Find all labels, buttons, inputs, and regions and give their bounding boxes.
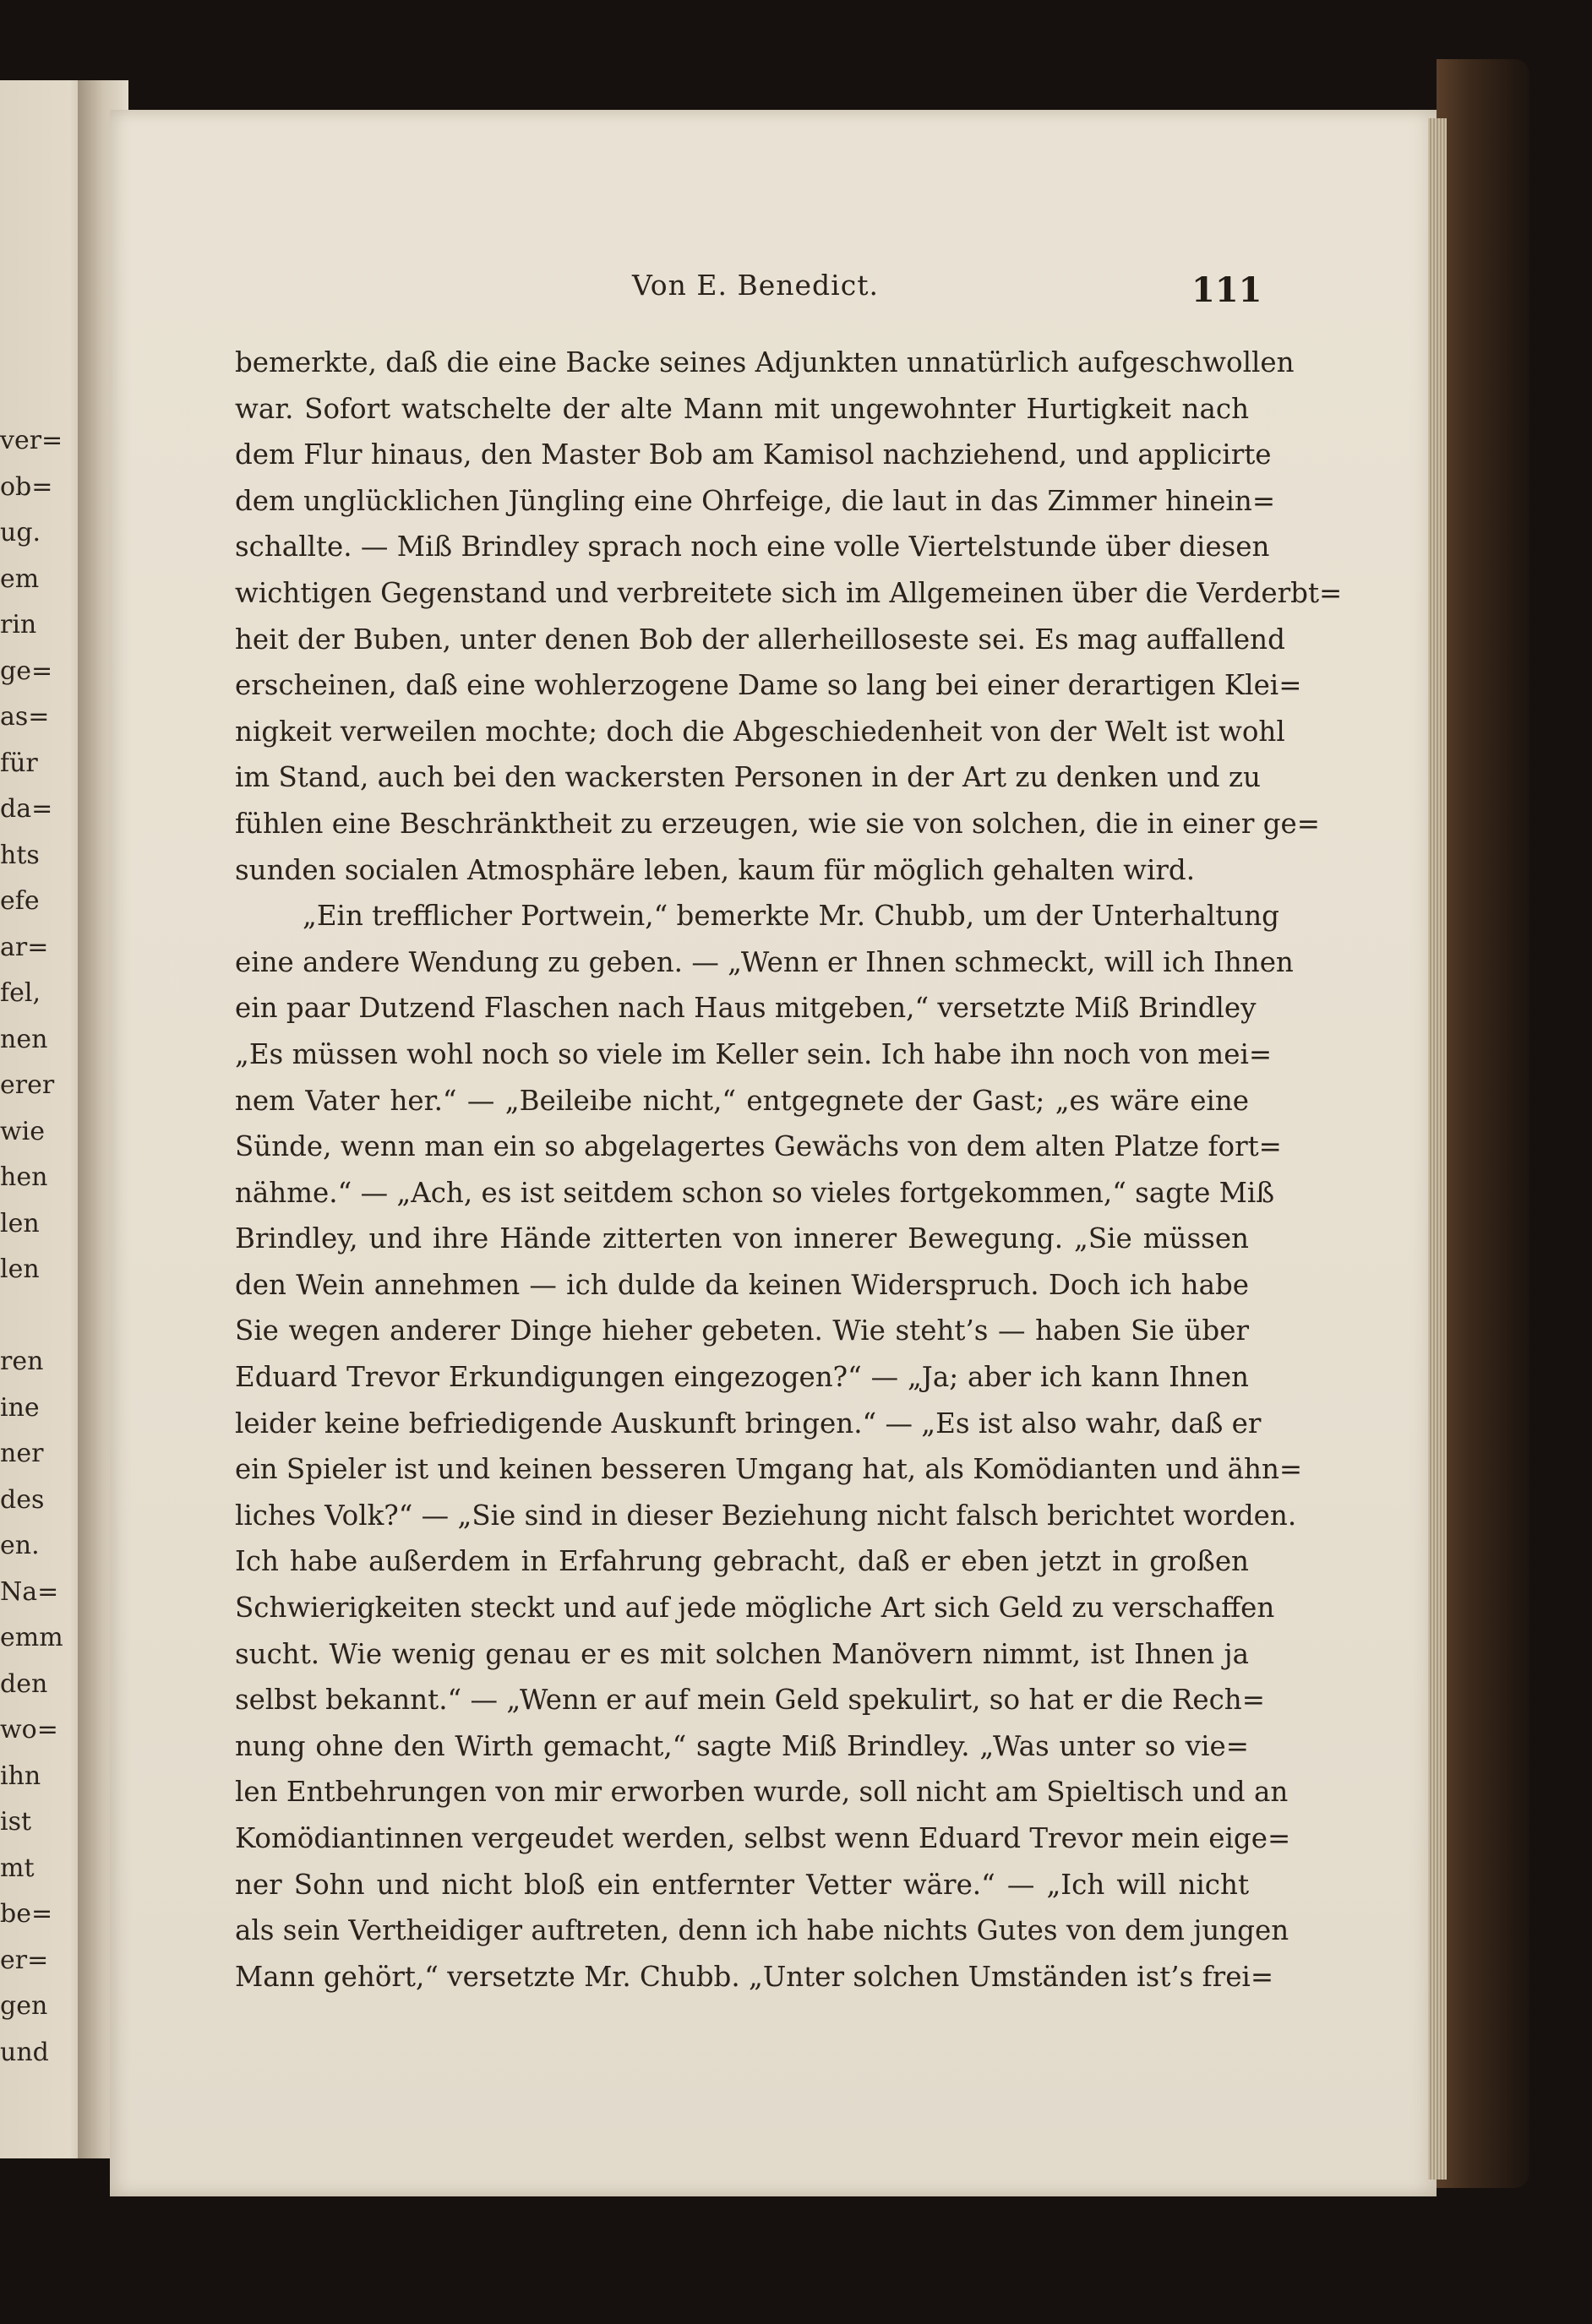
left-page-fragment: emm	[0, 1623, 63, 1652]
left-page-fragment: nen	[0, 1024, 48, 1054]
left-page-fragment: be=	[0, 1899, 53, 1929]
text-line: im Stand, auch bei den wackersten Personen in der Art zu denken und zu	[235, 761, 1261, 794]
left-page-fragment: en.	[0, 1531, 40, 1560]
text-line: ein paar Dutzend Flaschen nach Haus mitgeben,“ versetzte Miß Brindley	[235, 992, 1257, 1025]
left-page-fragment: da=	[0, 794, 53, 824]
left-page-fragment: ine	[0, 1392, 40, 1423]
text-line: dem Flur hinaus, den Master Bob am Kamisol nachziehend, und applicirte	[235, 438, 1272, 471]
text-line: nem Vater her.“ — „Beileibe nicht,“ entgegnete der Gast; „es wäre eine	[235, 1084, 1249, 1117]
text-line: bemerkte, daß die eine Backe seines Adjunkten unnatürlich aufgeschwollen	[235, 346, 1295, 378]
text-line: Komödiantinnen vergeudet werden, selbst wenn Eduard Trevor mein eige=	[235, 1822, 1291, 1854]
text-line: erscheinen, daß eine wohlerzogene Dame so lang bei einer derartigen Klei=	[235, 669, 1302, 702]
left-page-fragment: ner	[0, 1439, 44, 1468]
running-head: Von E. Benedict.	[632, 269, 879, 302]
left-page-fragment: rin	[0, 610, 37, 640]
text-line: selbst bekannt.“ — „Wenn er auf mein Geld spekulirt, so hat er die Rech=	[235, 1684, 1265, 1717]
body-text	[235, 340, 1343, 2000]
left-page-fragment: ge=	[0, 656, 53, 686]
text-line: eine andere Wendung zu geben. — „Wenn er Ihnen schmeckt, will ich Ihnen	[235, 945, 1294, 978]
left-page-fragment: gen	[0, 1991, 48, 2021]
text-line: den Wein annehmen — ich dulde da keinen Widerspruch. Doch ich habe	[235, 1268, 1249, 1301]
left-page-fragment: für	[0, 748, 38, 778]
text-line: nigkeit verweilen mochte; doch die Abgeschiedenheit von der Welt ist wohl	[235, 715, 1285, 748]
left-page-fragment: hen	[0, 1162, 48, 1192]
left-page-fragment: des	[0, 1484, 45, 1515]
left-page-fragment: erer	[0, 1070, 55, 1100]
book-cover-edge	[1437, 59, 1529, 2188]
text-line: „Es müssen wohl noch so viele im Keller sein. Ich habe ihn noch von mei=	[235, 1037, 1273, 1070]
text-line: Mann gehört,“ versetzte Mr. Chubb. „Unter solchen Umständen ist’s frei=	[235, 1960, 1274, 1993]
page-edges	[1428, 118, 1447, 2180]
text-line: len Entbehrungen von mir erworben wurde, soll nicht am Spieltisch und an	[235, 1776, 1289, 1809]
left-page-fragment: efe	[0, 886, 40, 916]
left-page-fragment: em	[0, 563, 40, 594]
text-line: wichtigen Gegenstand und verbreitete sich im Allgemeinen über die Verderbt=	[235, 576, 1343, 609]
left-page-fragment: ar=	[0, 932, 49, 962]
left-page-fragment: wo=	[0, 1715, 58, 1744]
text-line: Sie wegen anderer Dinge hieher gebeten. Wie steht’s — haben Sie über	[235, 1314, 1249, 1347]
left-page-fragment: ug.	[0, 518, 41, 547]
text-line: war. Sofort watschelte der alte Mann mit ungewohnter Hurtigkeit nach	[235, 392, 1249, 425]
left-page-fragment: fel,	[0, 978, 41, 1008]
text-line: ner Sohn und nicht bloß ein entfernter Vetter wäre.“ — „Ich will nicht	[235, 1868, 1249, 1901]
text-line: Schwierigkeiten steckt und auf jede mögliche Art sich Geld zu verschaffen	[235, 1592, 1275, 1625]
left-page-fragment: len	[0, 1208, 40, 1238]
left-page-fragment: mt	[0, 1853, 35, 1883]
text-line: nung ohne den Wirth gemacht,“ sagte Miß Brindley. „Was unter so vie=	[235, 1729, 1249, 1762]
text-line: Sünde, wenn man ein so abgelagertes Gewächs von dem alten Platze fort=	[235, 1130, 1282, 1163]
left-page-fragment: as=	[0, 702, 50, 732]
left-page-fragments	[0, 418, 63, 2076]
text-line: „Ein trefflicher Portwein,“ bemerkte Mr. Chubb, um der Unterhaltung	[303, 900, 1279, 933]
text-line: liches Volk?“ — „Sie sind in dieser Beziehung nicht falsch berichtet worden.	[235, 1499, 1297, 1532]
left-page-fragment	[0, 1293, 34, 1340]
text-line: ein Spieler ist und keinen besseren Umgang hat, als Komödianten und ähn=	[235, 1453, 1303, 1486]
text-line: Brindley, und ihre Hände zitterten von innerer Bewegung. „Sie müssen	[235, 1222, 1249, 1255]
text-line: als sein Vertheidiger auftreten, denn ich habe nichts Gutes von dem jungen	[235, 1914, 1289, 1947]
left-page-fragment: ver=	[0, 426, 63, 455]
text-line: heit der Buben, unter denen Bob der allerheilloseste sei. Es mag auffallend	[235, 623, 1285, 656]
left-page-fragment: den	[0, 1668, 48, 1699]
text-line: sunden socialen Atmosphäre leben, kaum für möglich gehalten wird.	[235, 853, 1196, 886]
left-page-fragment: ihn	[0, 1761, 41, 1791]
left-page-fragment: wie	[0, 1116, 46, 1146]
left-page-fragment: Na=	[0, 1576, 59, 1607]
left-page-fragment: len	[0, 1255, 40, 1284]
text-line: dem unglücklichen Jüngling eine Ohrfeige, die laut in das Zimmer hinein=	[235, 484, 1276, 517]
text-line: fühlen eine Beschränktheit zu erzeugen, wie sie von solchen, die in einer ge=	[235, 807, 1321, 840]
text-line: Eduard Trevor Erkundigungen eingezogen?“ — „Ja; aber ich kann Ihnen	[235, 1361, 1249, 1394]
left-page-fragment: er=	[0, 1945, 49, 1975]
left-page-fragment: ren	[0, 1347, 44, 1376]
left-page-fragment: ob=	[0, 471, 53, 502]
left-page-fragment: hts	[0, 840, 40, 870]
text-line: leider keine befriedigende Auskunft bringen.“ — „Es ist also wahr, daß er	[235, 1407, 1262, 1440]
left-page-fragment: ist	[0, 1807, 32, 1837]
text-line: sucht. Wie wenig genau er es mit solchen Manövern nimmt, ist Ihnen ja	[235, 1637, 1249, 1670]
text-line: nähme.“ — „Ach, es ist seitdem schon so vieles fortgekommen,“ sagte Miß	[235, 1176, 1275, 1209]
left-page-fragment: und	[0, 2037, 49, 2067]
page-number: 111	[1191, 270, 1262, 310]
text-line: Ich habe außerdem in Erfahrung gebracht, daß er eben jetzt in großen	[235, 1545, 1249, 1578]
text-line: schallte. — Miß Brindley sprach noch eine volle Viertelstunde über diesen	[235, 531, 1270, 563]
